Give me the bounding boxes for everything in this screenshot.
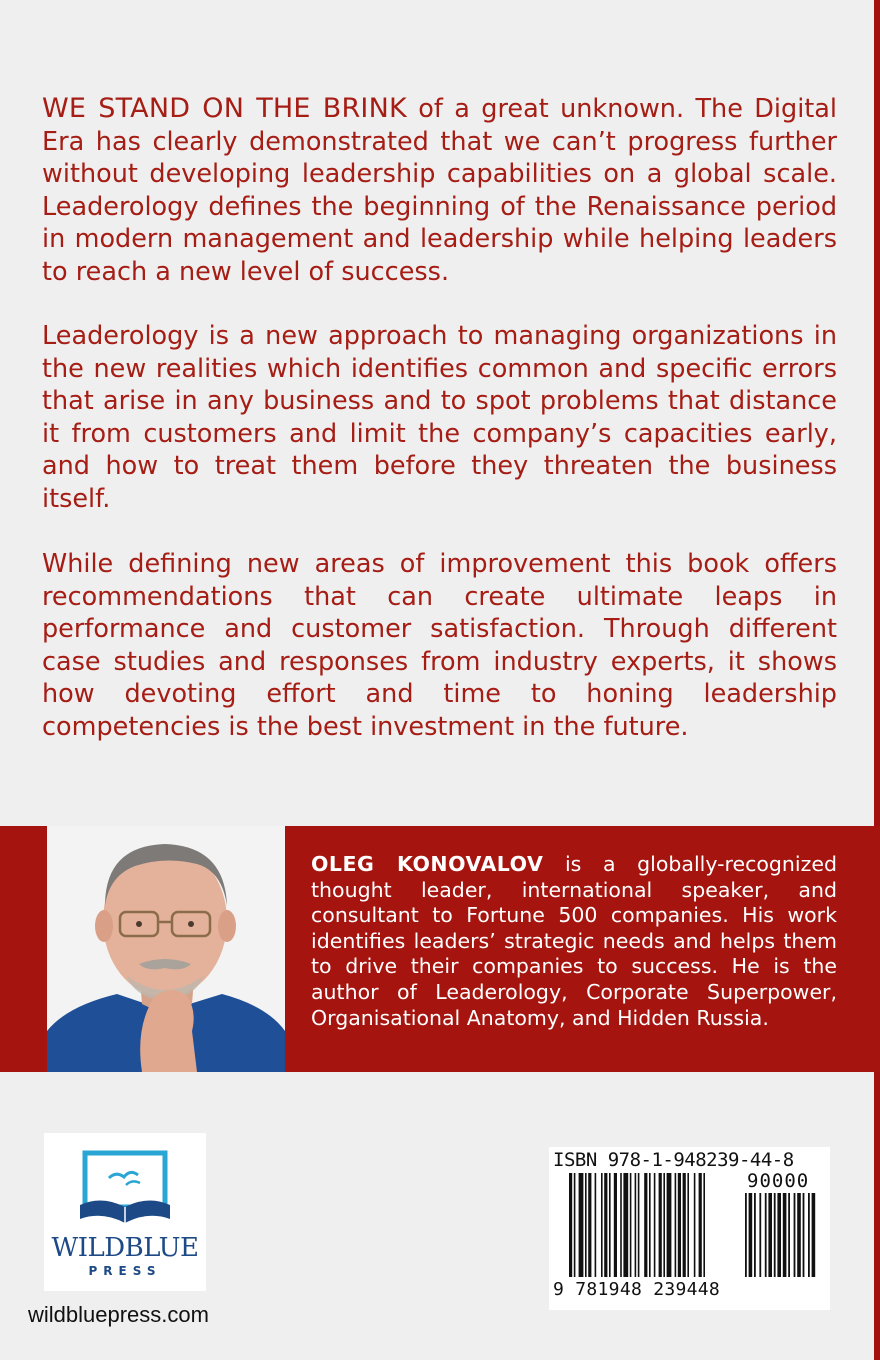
author-bio-text: is a globally-recognized thought leader, international speaker, and consultant to Fortune 500 companies. His work identifies leaders’ strategic needs and helps them to drive their companies to success. He is the author of Leaderology, Corporate Superpower, Organisational Anatomy, and Hidden Russia.	[311, 852, 837, 1030]
isbn-barcode	[549, 1147, 830, 1310]
price-code: 90000	[747, 1170, 810, 1192]
publisher-name: WILDBLUE	[51, 1233, 199, 1263]
publisher-press-label: PRESS	[88, 1264, 162, 1278]
publisher-url: wildbluepress.com	[28, 1302, 209, 1327]
blurb-paragraph-2: Leaderology is a new approach to managing organizations in the new realities which identifies common and specific errors that arise in any business and to spot problems that distance it from customers and limit the company’s capacities early, and how to treat them before they threaten the business itself.	[42, 321, 837, 514]
author-portrait-image	[47, 826, 285, 1072]
blurb-paragraph-1-text: of a great unknown. The Digital Era has clearly demonstrated that we can’t progress further without developing leadership capabilities on a global scale. Leaderology defines the beginning of the Renaissance period in modern management and leadership while helping leaders to reach a new level of success.	[42, 94, 837, 287]
blurb-lead-caps: WE STAND ON THE BRINK	[42, 93, 407, 124]
author-photo	[47, 826, 285, 1072]
publisher-logo	[44, 1133, 206, 1291]
author-bio	[311, 852, 837, 1031]
blurb-paragraph-3: While defining new areas of improvement this book offers recommendations that can create ultimate leaps in performance and customer satisfaction. Through different case studies and responses from industry experts, it shows how devoting effort and time to honing leadership competencies is the best investment in the future.	[42, 549, 837, 742]
ean-digits: 9 781948 239448	[553, 1279, 721, 1300]
open-book-icon	[44, 1133, 206, 1233]
isbn-number: ISBN 978-1-948239-44-8	[553, 1149, 794, 1171]
spine-edge	[874, 0, 880, 1360]
author-name: OLEG KONOVALOV	[311, 852, 544, 876]
blurb-paragraph-1	[42, 93, 837, 288]
